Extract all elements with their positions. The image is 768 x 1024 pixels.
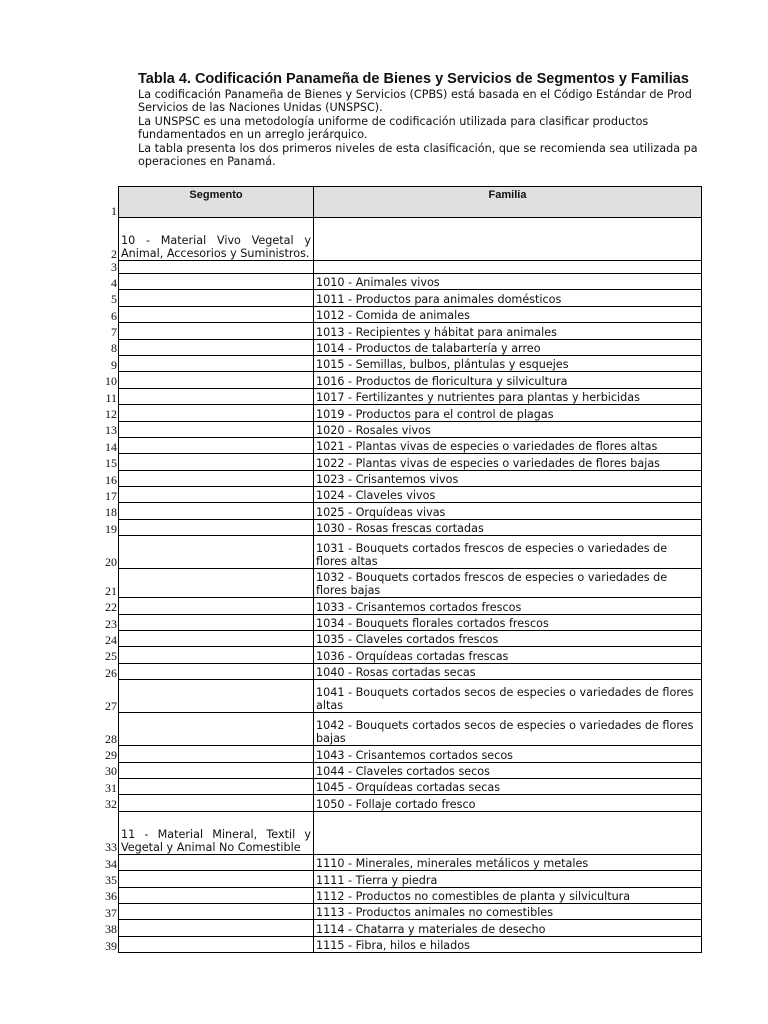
- row-number: 2: [111, 246, 117, 261]
- segmento-cell: [119, 405, 314, 421]
- segmento-cell: [119, 903, 314, 919]
- segmento-cell: [119, 746, 314, 762]
- segmento-cell: [119, 388, 314, 404]
- intro-line: La tabla presenta los dos primeros niveles de esta clasificación, que se recomienda sea utilizada pa: [138, 141, 698, 155]
- segmento-cell: [119, 503, 314, 519]
- familia-cell: 1040 - Rosas cortadas secas: [314, 663, 702, 679]
- familia-cell: 1115 - Fibra, hilos e hilados: [314, 936, 702, 952]
- familia-cell: 1012 - Comida de animales: [314, 306, 702, 322]
- familia-cell: 1021 - Plantas vivas de especies o variedades de flores altas: [314, 437, 702, 453]
- row-number: 20: [105, 554, 117, 569]
- row-number: 7: [111, 325, 117, 340]
- familia-cell: 1033 - Crisantemos cortados frescos: [314, 598, 702, 614]
- row-number: 5: [111, 292, 117, 307]
- row-number: 3: [111, 259, 117, 274]
- row-number: 38: [105, 922, 117, 937]
- segmento-cell: [119, 778, 314, 794]
- segmento-cell: 11 - Material Mineral, Textil y Vegetal y Animal No Comestible: [119, 811, 314, 854]
- row-number: 6: [111, 308, 117, 323]
- table-row: [96, 920, 702, 936]
- familia-cell: 1113 - Productos animales no comestibles: [314, 903, 702, 919]
- familia-cell: 1050 - Follaje cortado fresco: [314, 795, 702, 811]
- row-number: 24: [105, 632, 117, 647]
- table-row: [96, 519, 702, 535]
- segmento-cell: [119, 519, 314, 535]
- segmento-cell: [119, 887, 314, 903]
- intro-line: operaciones en Panamá.: [138, 155, 276, 169]
- segmento-cell: [119, 261, 314, 274]
- familia-cell: 1022 - Plantas vivas de especies o variedades de flores bajas: [314, 454, 702, 470]
- table-row: [96, 614, 702, 630]
- familia-cell: [314, 261, 702, 274]
- row-number: 13: [105, 423, 117, 438]
- table-row: [96, 746, 702, 762]
- row-number: 11: [105, 390, 117, 405]
- intro-line: fundamentados en un arreglo jerárquico.: [138, 128, 368, 142]
- familia-cell: 1024 - Claveles vivos: [314, 487, 702, 503]
- familia-cell: 1042 - Bouquets cortados secos de especies o variedades de flores bajas: [314, 713, 702, 746]
- row-number: 35: [105, 873, 117, 888]
- segmento-cell: [119, 614, 314, 630]
- row-number: 12: [105, 407, 117, 422]
- segmento-cell: [119, 871, 314, 887]
- row-number: 1: [111, 203, 117, 218]
- row-number: 36: [105, 889, 117, 904]
- segmento-cell: [119, 536, 314, 569]
- table-row: [96, 339, 702, 355]
- table-row: [96, 355, 702, 371]
- table-row: [96, 713, 702, 746]
- row-number: 34: [105, 856, 117, 871]
- familia-cell: 1017 - Fertilizantes y nutrientes para plantas y herbicidas: [314, 388, 702, 404]
- table-row: [96, 487, 702, 503]
- table-row: [96, 372, 702, 388]
- familia-cell: 1019 - Productos para el control de plagas: [314, 405, 702, 421]
- table-row: [96, 323, 702, 339]
- row-number: 14: [105, 439, 117, 454]
- segmento-cell: [119, 762, 314, 778]
- row-number: 26: [105, 665, 117, 680]
- familia-cell: 1030 - Rosas frescas cortadas: [314, 519, 702, 535]
- familia-cell: 1043 - Crisantemos cortados secos: [314, 746, 702, 762]
- segmento-cell: [119, 274, 314, 290]
- row-number: 8: [111, 341, 117, 356]
- row-number: 4: [111, 275, 117, 290]
- segmento-cell: [119, 339, 314, 355]
- familia-cell: 1013 - Recipientes y hábitat para animales: [314, 323, 702, 339]
- familia-cell: 1032 - Bouquets cortados frescos de especies o variedades de flores bajas: [314, 569, 702, 598]
- familia-cell: 1020 - Rosales vivos: [314, 421, 702, 437]
- segmento-cell: [119, 680, 314, 713]
- segmento-cell: [119, 421, 314, 437]
- table-row: [96, 470, 702, 486]
- segmento-cell: [119, 598, 314, 614]
- row-number: 32: [105, 797, 117, 812]
- intro-line: La codificación Panameña de Bienes y Servicios (CPBS) está basada en el Código Estándar de Prod: [138, 88, 692, 101]
- row-number: 21: [105, 583, 117, 598]
- table-row: [96, 274, 702, 290]
- table-row: [96, 663, 702, 679]
- familia-cell: 1110 - Minerales, minerales metálicos y metales: [314, 854, 702, 870]
- table-row: [96, 306, 702, 322]
- table-row: [96, 631, 702, 647]
- row-number: 25: [105, 649, 117, 664]
- table-row: [96, 854, 702, 870]
- classification-table: [96, 186, 702, 953]
- table-row: [96, 261, 702, 274]
- familia-cell: 1014 - Productos de talabartería y arreo: [314, 339, 702, 355]
- segmento-cell: [119, 569, 314, 598]
- row-number: 22: [105, 600, 117, 615]
- row-number: 33: [105, 840, 117, 855]
- table-row: [96, 903, 702, 919]
- familia-cell: 1114 - Chatarra y materiales de desecho: [314, 920, 702, 936]
- table-title: Tabla 4. Codificación Panameña de Bienes y Servicios de Segmentos y Familias: [138, 71, 689, 87]
- table-row: [96, 762, 702, 778]
- table-row: [96, 405, 702, 421]
- segmento-cell: [119, 454, 314, 470]
- row-number: 39: [105, 938, 117, 953]
- header-row: [96, 187, 702, 218]
- table-row: [96, 811, 702, 854]
- row-number: 9: [111, 357, 117, 372]
- segmento-cell: [119, 647, 314, 663]
- table-row: [96, 218, 702, 261]
- row-number: 31: [105, 780, 117, 795]
- table-row: [96, 569, 702, 598]
- segmento-cell: [119, 323, 314, 339]
- table-row: [96, 290, 702, 306]
- row-number: 29: [105, 748, 117, 763]
- intro-block: [138, 70, 703, 168]
- familia-cell: 1011 - Productos para animales domésticos: [314, 290, 702, 306]
- intro-line: Servicios de las Naciones Unidas (UNSPSC).: [138, 101, 383, 115]
- segmento-cell: [119, 355, 314, 371]
- row-number: 37: [105, 905, 117, 920]
- row-number: 28: [105, 731, 117, 746]
- row-number: 23: [105, 616, 117, 631]
- row-number: 30: [105, 764, 117, 779]
- table-row: [96, 598, 702, 614]
- table-row: [96, 680, 702, 713]
- segmento-cell: [119, 920, 314, 936]
- familia-cell: 1036 - Orquídeas cortadas frescas: [314, 647, 702, 663]
- header-familia: Familia: [314, 187, 702, 218]
- intro-line: La UNSPSC es una metodología uniforme de codificación utilizada para clasificar productos: [138, 114, 649, 128]
- familia-cell: 1034 - Bouquets florales cortados frescos: [314, 614, 702, 630]
- segmento-cell: [119, 487, 314, 503]
- table-row: [96, 647, 702, 663]
- segmento-cell: [119, 372, 314, 388]
- table-body: [96, 187, 702, 953]
- segmento-cell: [119, 470, 314, 486]
- table-row: [96, 887, 702, 903]
- familia-cell: 1025 - Orquídeas vivas: [314, 503, 702, 519]
- table-row: [96, 795, 702, 811]
- familia-cell: 1035 - Claveles cortados frescos: [314, 631, 702, 647]
- familia-cell: 1015 - Semillas, bulbos, plántulas y esquejes: [314, 355, 702, 371]
- segmento-cell: [119, 936, 314, 952]
- familia-cell: 1010 - Animales vivos: [314, 274, 702, 290]
- familia-cell: 1044 - Claveles cortados secos: [314, 762, 702, 778]
- row-number: 15: [105, 456, 117, 471]
- table-row: [96, 454, 702, 470]
- row-number: 10: [105, 374, 117, 389]
- table-row: [96, 421, 702, 437]
- segmento-cell: 10 - Material Vivo Vegetal y Animal, Accesorios y Suministros.: [119, 218, 314, 261]
- segmento-cell: [119, 437, 314, 453]
- table-row: [96, 536, 702, 569]
- row-number: 18: [105, 505, 117, 520]
- segmento-cell: [119, 795, 314, 811]
- segmento-cell: [119, 631, 314, 647]
- segmento-cell: [119, 854, 314, 870]
- segmento-cell: [119, 713, 314, 746]
- familia-cell: 1023 - Crisantemos vivos: [314, 470, 702, 486]
- table-row: [96, 778, 702, 794]
- segmento-cell: [119, 663, 314, 679]
- table-row: [96, 437, 702, 453]
- row-number: 17: [105, 488, 117, 503]
- table-row: [96, 936, 702, 952]
- familia-cell: [314, 218, 702, 261]
- familia-cell: 1016 - Productos de floricultura y silvicultura: [314, 372, 702, 388]
- familia-cell: 1031 - Bouquets cortados frescos de especies o variedades de flores altas: [314, 536, 702, 569]
- familia-cell: 1041 - Bouquets cortados secos de especies o variedades de flores altas: [314, 680, 702, 713]
- table-row: [96, 388, 702, 404]
- segmento-cell: [119, 306, 314, 322]
- row-number: 27: [105, 698, 117, 713]
- header-segmento: Segmento: [119, 187, 314, 218]
- table-row: [96, 503, 702, 519]
- row-number: 19: [105, 521, 117, 536]
- familia-cell: 1045 - Orquídeas cortadas secas: [314, 778, 702, 794]
- row-number: 16: [105, 472, 117, 487]
- familia-cell: 1111 - Tierra y piedra: [314, 871, 702, 887]
- table-row: [96, 871, 702, 887]
- familia-cell: 1112 - Productos no comestibles de planta y silvicultura: [314, 887, 702, 903]
- segmento-cell: [119, 290, 314, 306]
- familia-cell: [314, 811, 702, 854]
